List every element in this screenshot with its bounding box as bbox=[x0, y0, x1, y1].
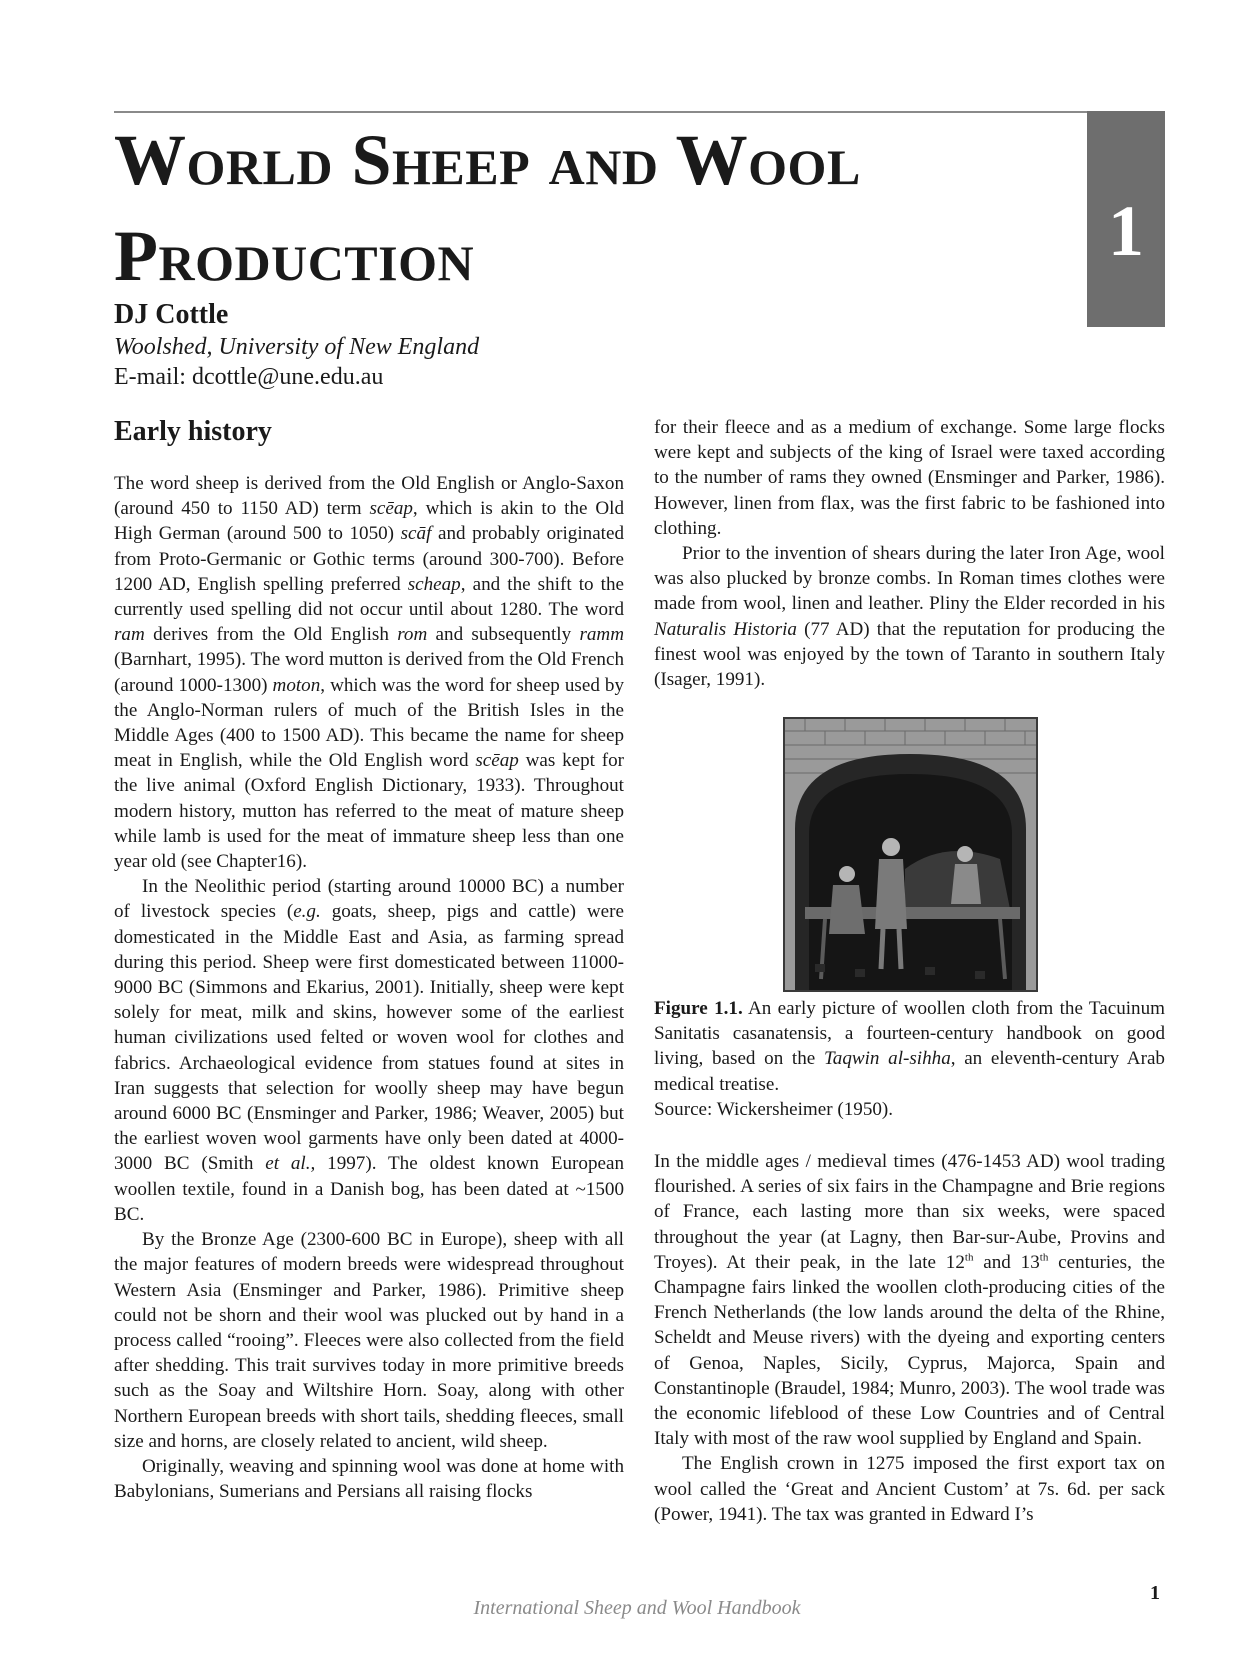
right-column-top bbox=[654, 415, 1165, 692]
medieval-illustration bbox=[785, 719, 1036, 990]
author-email: E-mail: dcottle@une.edu.au bbox=[114, 364, 384, 390]
figure-source: Source: Wickersheimer (1950). bbox=[654, 1098, 894, 1120]
figure-label: Figure 1.1. bbox=[654, 998, 743, 1019]
paragraph: Prior to the invention of shears during the later Iron Age, wool was also plucked by bronze combs. In Roman times clothes were made from wool, linen and leather. Pliny the Elder recorded in his Naturalis Historia (77 AD) that the reputation for producing the finest wool was enjoyed by the town of Taranto in southern Italy (Isager, 1991). bbox=[654, 543, 1165, 691]
figure-caption: Figure 1.1. An early picture of woollen cloth from the Tacuinum Sanitatis casanatensis, a fourteen-century handbook on good living, based on the Taqwin al-sihha, an eleventh-century Arab medical treatise. Source: Wickersheimer (1950). bbox=[654, 996, 1165, 1122]
chapter-title: World Sheep and Wool Production bbox=[114, 120, 861, 296]
section-heading: Early history bbox=[114, 416, 272, 447]
right-column-bottom bbox=[654, 1149, 1165, 1527]
paragraph: The word sheep is derived from the Old English or Anglo-Saxon (around 450 to 1150 AD) term scēap, which is akin to the Old High German (around 500 to 1050) scāf and probably originated from Proto-Germanic or Gothic terms (around 300-700). Before 1200 AD, English spelling preferred scheap, and the shift to the currently used spelling did not occur until about 1280. The word ram derives from the Old English rom and subsequently ramm (Barnhart, 1995). The word mutton is derived from the Old French (around 1000-1300) moton, which was the word for sheep used by the Anglo-Norman rulers of much of the British Isles in the Middle Ages (400 to 1500 AD). This became the name for sheep meat in English, while the Old English word scēap was kept for the live animal (Oxford English Dictionary, 1933). Throughout modern history, mutton has referred to the meat of mature sheep while lamb is used for the meat of immature sheep less than one year old (see Chapter16). bbox=[114, 473, 624, 873]
footer-book-title: International Sheep and Wool Handbook bbox=[473, 1597, 801, 1619]
author-affiliation: Woolshed, University of New England bbox=[114, 334, 480, 360]
paragraph: The English crown in 1275 imposed the first export tax on wool called the ‘Great and Ancient Custom’ at 7s. 6d. per sack (Power, 1941). The tax was granted in Edward I’s bbox=[654, 1453, 1165, 1525]
chapter-number: 1 bbox=[1108, 191, 1144, 271]
paragraph: In the middle ages / medieval times (476-1453 AD) wool trading flourished. A series of six fairs in the Champagne and Brie regions of France, each lasting more than six weeks, were spaced throughout the year (at Lagny, then Bar-sur-Aube, Provins and Troyes). At their peak, in the late 12th and 13th centuries, the Champagne fairs linked the woollen cloth-producing cities of the French Netherlands (the low lands around the delta of the Rhine, Scheldt and Meuse rivers) with the dyeing and exporting centers of Genoa, Naples, Sicily, Cyprus, Majorca, Spain and Constantinople (Braudel, 1984; Munro, 2003). The wool trade was the economic lifeblood of these Low Countries and of Central Italy with most of the raw wool supplied by England and Spain. bbox=[654, 1151, 1165, 1450]
left-column bbox=[114, 471, 624, 1504]
paragraph: In the Neolithic period (starting around 10000 BC) a number of livestock species (e.g. goats, sheep, pigs and cattle) were domesticated in the Middle East and Asia, as farming spread during this period. Sheep were first domesticated between 11000-9000 BC (Simmons and Ekarius, 2001). Initially, sheep were kept solely for meat, milk and skins, however some of the earliest human civilizations used felted or woven wool for clothes and fabrics. Archaeological evidence from statues found at sites in Iran suggests that selection for woolly sheep may have begun around 6000 BC (Ensminger and Parker, 1986; Weaver, 2005) but the earliest woven wool garments have only been dated at 4000-3000 BC (Smith et al., 1997). The oldest known European woollen textile, found in a Danish bog, has been dated at ~1500 BC. bbox=[114, 876, 624, 1225]
paragraph: Originally, weaving and spinning wool was done at home with Babylonians, Sumerians and Persians all raising flocks bbox=[114, 1455, 624, 1503]
figure-image-woollen-cloth bbox=[783, 717, 1038, 992]
author-name: DJ Cottle bbox=[114, 299, 229, 330]
paragraph: By the Bronze Age (2300-600 BC in Europe), sheep with all the major features of modern breeds were widespread throughout Western Asia (Ensminger and Parker, 1986). Primitive sheep could not be shorn and their wool was plucked out by hand in a process called “rooing”. Fleeces were also collected from the field after shedding. This trait survives today in more primitive breeds such as the Soay and Wiltshire Horn. Soay, along with other Northern European breeds with short tails, shedding fleeces, small size and horns, are closely related to ancient, wild sheep. bbox=[114, 1229, 624, 1452]
chapter-number-tab bbox=[1087, 111, 1165, 327]
paragraph: for their fleece and as a medium of exchange. Some large flocks were kept and subjects of the king of Israel were taxed according to the number of rams they owned (Ensminger and Parker, 1986). However, linen from flax, was the first fabric to be fashioned into clothing. bbox=[654, 417, 1165, 539]
page-number: 1 bbox=[1150, 1582, 1160, 1604]
